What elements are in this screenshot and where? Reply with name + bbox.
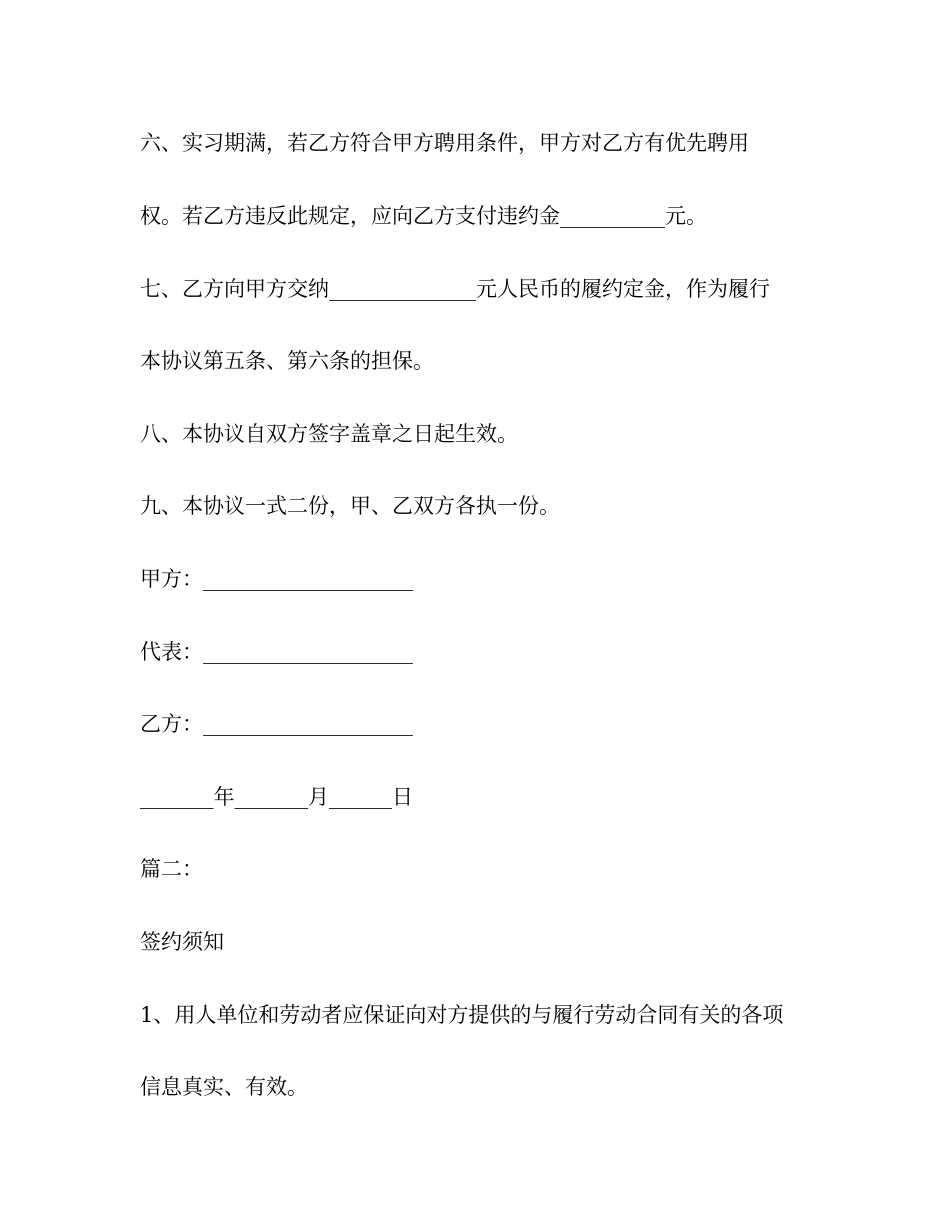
clause-7-line-2: 本协议第五条、第六条的担保。 [140,349,434,373]
notice-item-1-line-1: 1、用人单位和劳动者应保证向对方提供的与履行劳动合同有关的各项 [140,1003,784,1027]
clause-6-line-1: 六、实习期满，若乙方符合甲方聘用条件，甲方对乙方有优先聘用 [140,131,749,155]
notice-item-1-line-2: 信息真实、有效。 [140,1075,308,1099]
representative-signature-line: 代表：____________________ [140,640,413,664]
signing-notice-heading: 签约须知 [140,930,224,954]
clause-7-line-1: 七、乙方向甲方交纳______________元人民币的履约定金，作为履行 [140,277,770,301]
clause-9: 九、本协议一式二份，甲、乙双方各执一份。 [140,494,560,518]
party-b-signature-line: 乙方：____________________ [140,712,413,736]
section-heading-part-2: 篇二： [140,857,203,881]
clause-8: 八、本协议自双方签字盖章之日起生效。 [140,422,518,446]
date-line: _______年_______月______日 [140,785,413,809]
clause-6-line-2: 权。若乙方违反此规定，应向乙方支付违约金__________元。 [140,204,707,228]
party-a-signature-line: 甲方：____________________ [140,567,413,591]
